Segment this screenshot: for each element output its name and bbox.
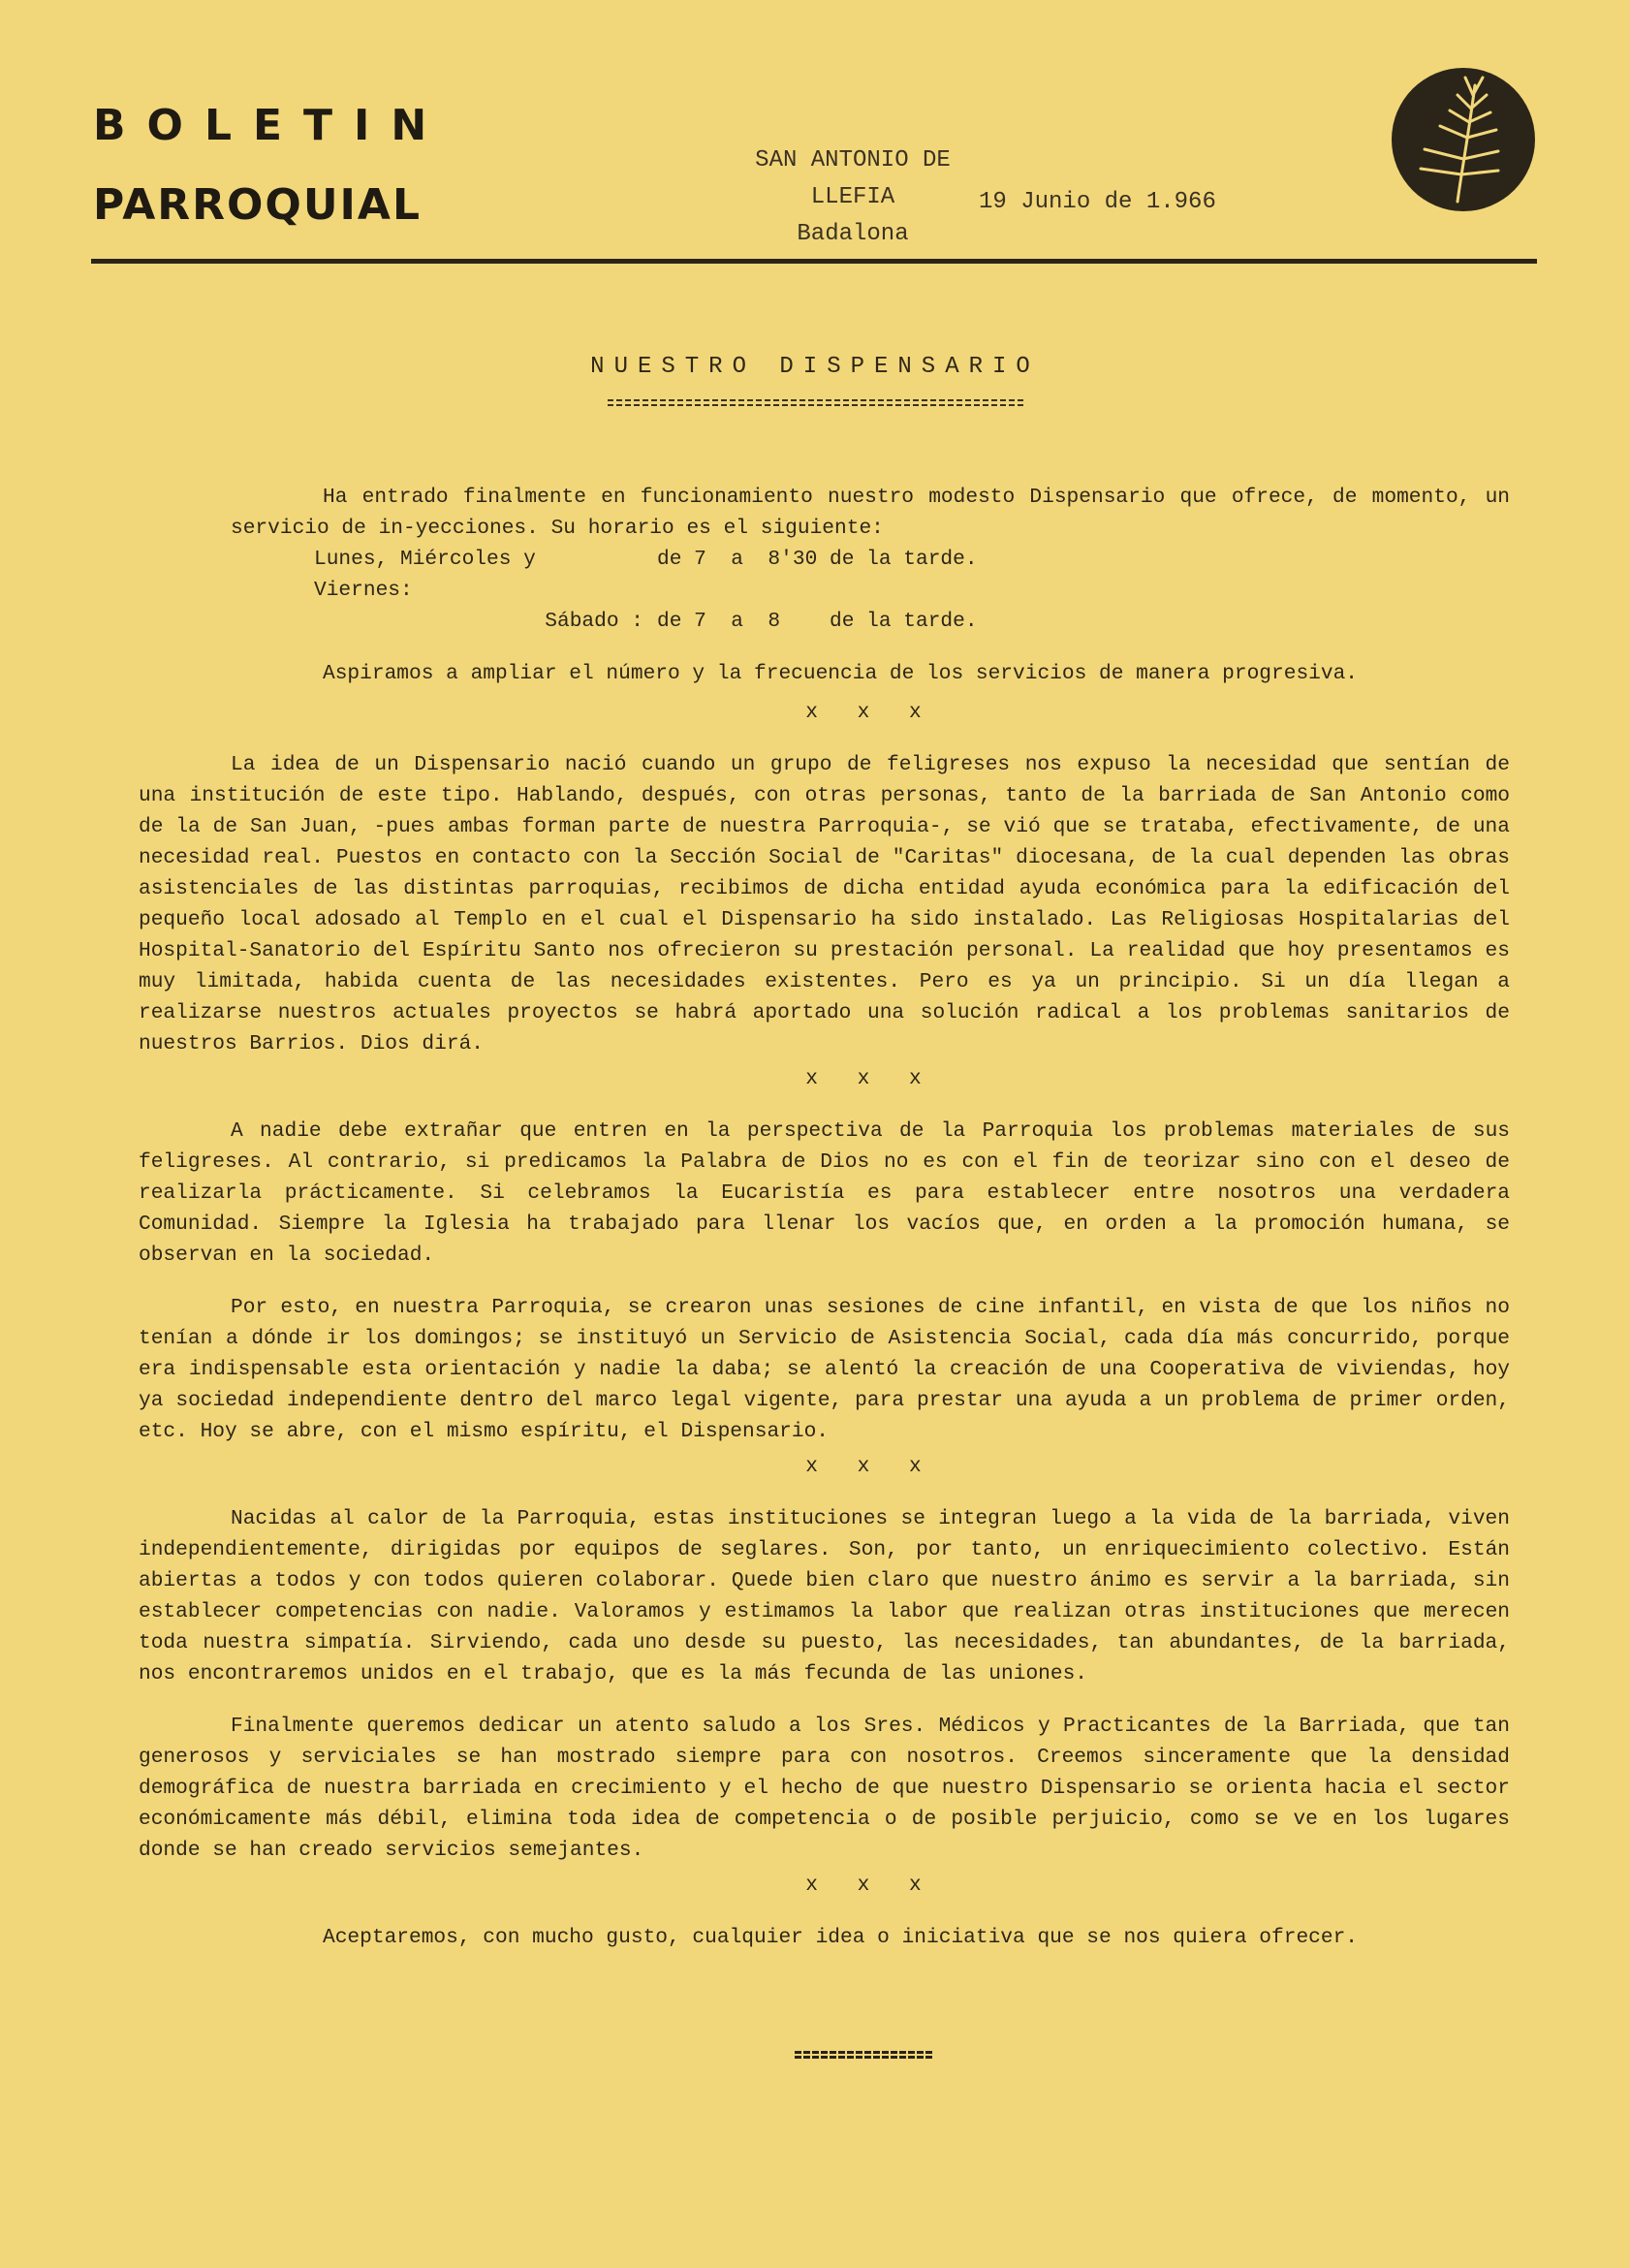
schedule-days: Sábado :	[545, 610, 643, 633]
closing-rule	[795, 2051, 932, 2060]
separator: x x x	[805, 1455, 935, 1478]
separator: x x x	[805, 701, 935, 724]
spacer	[231, 1271, 1510, 1292]
wheat-sprig-icon	[1390, 66, 1537, 213]
schedule-row	[217, 606, 1510, 637]
spacer	[231, 1689, 1510, 1711]
parish-city: Badalona	[797, 221, 909, 247]
title-underline	[608, 397, 1024, 408]
article-body	[139, 482, 1510, 1953]
schedule-time: de 7 a 8	[657, 610, 781, 633]
schedule-row	[217, 544, 1510, 606]
schedule-time: de 7 a 8'30	[657, 548, 818, 571]
parish-name: SAN ANTONIO DE LLEFIA	[755, 147, 951, 210]
section-title: NUESTRO DISPENSARIO	[590, 354, 1040, 380]
spacer	[231, 637, 1510, 658]
header-rule	[91, 259, 1537, 264]
masthead-line-boletin: BOLETIN	[93, 101, 449, 150]
paragraph-greeting: Finalmente queremos dedicar un atento saludo a los Sres. Médicos y Practicantes de la Barriada, que tan generosos y serviciales se han mostrado siempre para con nosotros. Creemos sinceramente que la densidad demográfica de nuestra barriada en crecimiento y el hecho de que nuestro Dispensario se orienta hacia el sector económicamente más débil, elimina toda idea de competencia o de posible perjuicio, como se ve en los lugares donde se han creado servicios semejantes.	[139, 1715, 1510, 1862]
schedule-days: Lunes, Miércoles y Viernes:	[314, 548, 536, 602]
masthead-line-parroquial: PARROQUIAL	[93, 180, 423, 230]
schedule	[217, 544, 1510, 637]
paragraph-institutions: Por esto, en nuestra Parroquia, se crearon unas sesiones de cine infantil, en vista de que los niños no tenían a dónde ir los domingos; se instituyó un Servicio de Asistencia Social, cada día más concurrido, porque era indispensable esta orientación y nadie la daba; se alentó la creación de una Cooperativa de viviendas, hoy ya sociedad independiente dentro del marco legal vigente, para prestar una ayuda a un problema de primer orden, etc. Hoy se abre, con el mismo espíritu, el Dispensario.	[139, 1296, 1510, 1443]
schedule-tail: de la tarde.	[830, 548, 978, 571]
separator: x x x	[805, 1874, 935, 1897]
parish-location	[712, 142, 993, 253]
paragraph-closing: Aceptaremos, con mucho gusto, cualquier idea o iniciativa que se nos quiera ofrecer.	[323, 1926, 1359, 1949]
paragraph-perspective: A nadie debe extrañar que entren en la perspectiva de la Parroquia los problemas materiales de sus feligreses. Al contrario, si predicamos la Palabra de Dios no es con el fin de teorizar sino con el deseo de realizarla prácticamente. Si celebramos la Eucaristía es para establecer entre nosotros una verdadera Comunidad. Siempre la Iglesia ha trabajado para llenar los vacíos que, en orden a la promoción humana, se observan en la sociedad.	[139, 1119, 1510, 1267]
issue-date: 19 Junio de 1.966	[979, 189, 1216, 215]
paragraph-aspiration: Aspiramos a ampliar el número y la frecuencia de los servicios de manera progresiva.	[323, 662, 1359, 685]
masthead-title	[93, 97, 448, 235]
paragraph-intro: Ha entrado finalmente en funcionamiento nuestro modesto Dispensario que ofrece, de momento, un servicio de in-yecciones. Su horario es el siguiente:	[231, 486, 1510, 540]
separator: x x x	[805, 1067, 935, 1090]
paragraph-independence: Nacidas al calor de la Parroquia, estas instituciones se integran luego a la vida de la barriada, viven independientemente, dirigidas por equipos de seglares. Son, por tanto, un enriquecimiento colectivo. Están abiertas a todos y con todos quieren colaborar. Quede bien claro que nuestro ánimo es servir a la barriada, sin establecer competencias con nadie. Valoramos y estimamos la labor que realizan otras instituciones que merecen toda nuestra simpatía. Sirviendo, cada uno desde su puesto, las necesidades, tan abundantes, de la barriada, nos encontraremos unidos en el trabajo, que es la más fecunda de las uniones.	[139, 1507, 1510, 1685]
paragraph-origin: La idea de un Dispensario nació cuando un grupo de feligreses nos expuso la necesidad que sentían de una institución de este tipo. Hablando, después, con otras personas, tanto de la barriada de San Antonio como de la de San Juan, -pues ambas forman parte de nuestra Parroquia-, se vió que se trataba, efectivamente, de una necesidad real. Puestos en contacto con la Sección Social de "Caritas" diocesana, de la cual dependen las obras asistenciales de las distintas parroquias, recibimos de dicha entidad ayuda económica para la edificación del pequeño local adosado al Templo en el cual el Dispensario ha sido instalado. Las Religiosas Hospitalarias del Hospital-Sanatorio del Espíritu Santo nos ofrecieron su prestación personal. La realidad que hoy presentamos es muy limitada, habida cuenta de las necesidades existentes. Pero es ya un principio. Si un día llegan a realizarse nuestros actuales proyectos se habrá aportado una solución radical a los problemas sanitarios de nuestros Barrios. Dios dirá.	[139, 753, 1510, 1055]
schedule-tail: de la tarde.	[830, 610, 978, 633]
